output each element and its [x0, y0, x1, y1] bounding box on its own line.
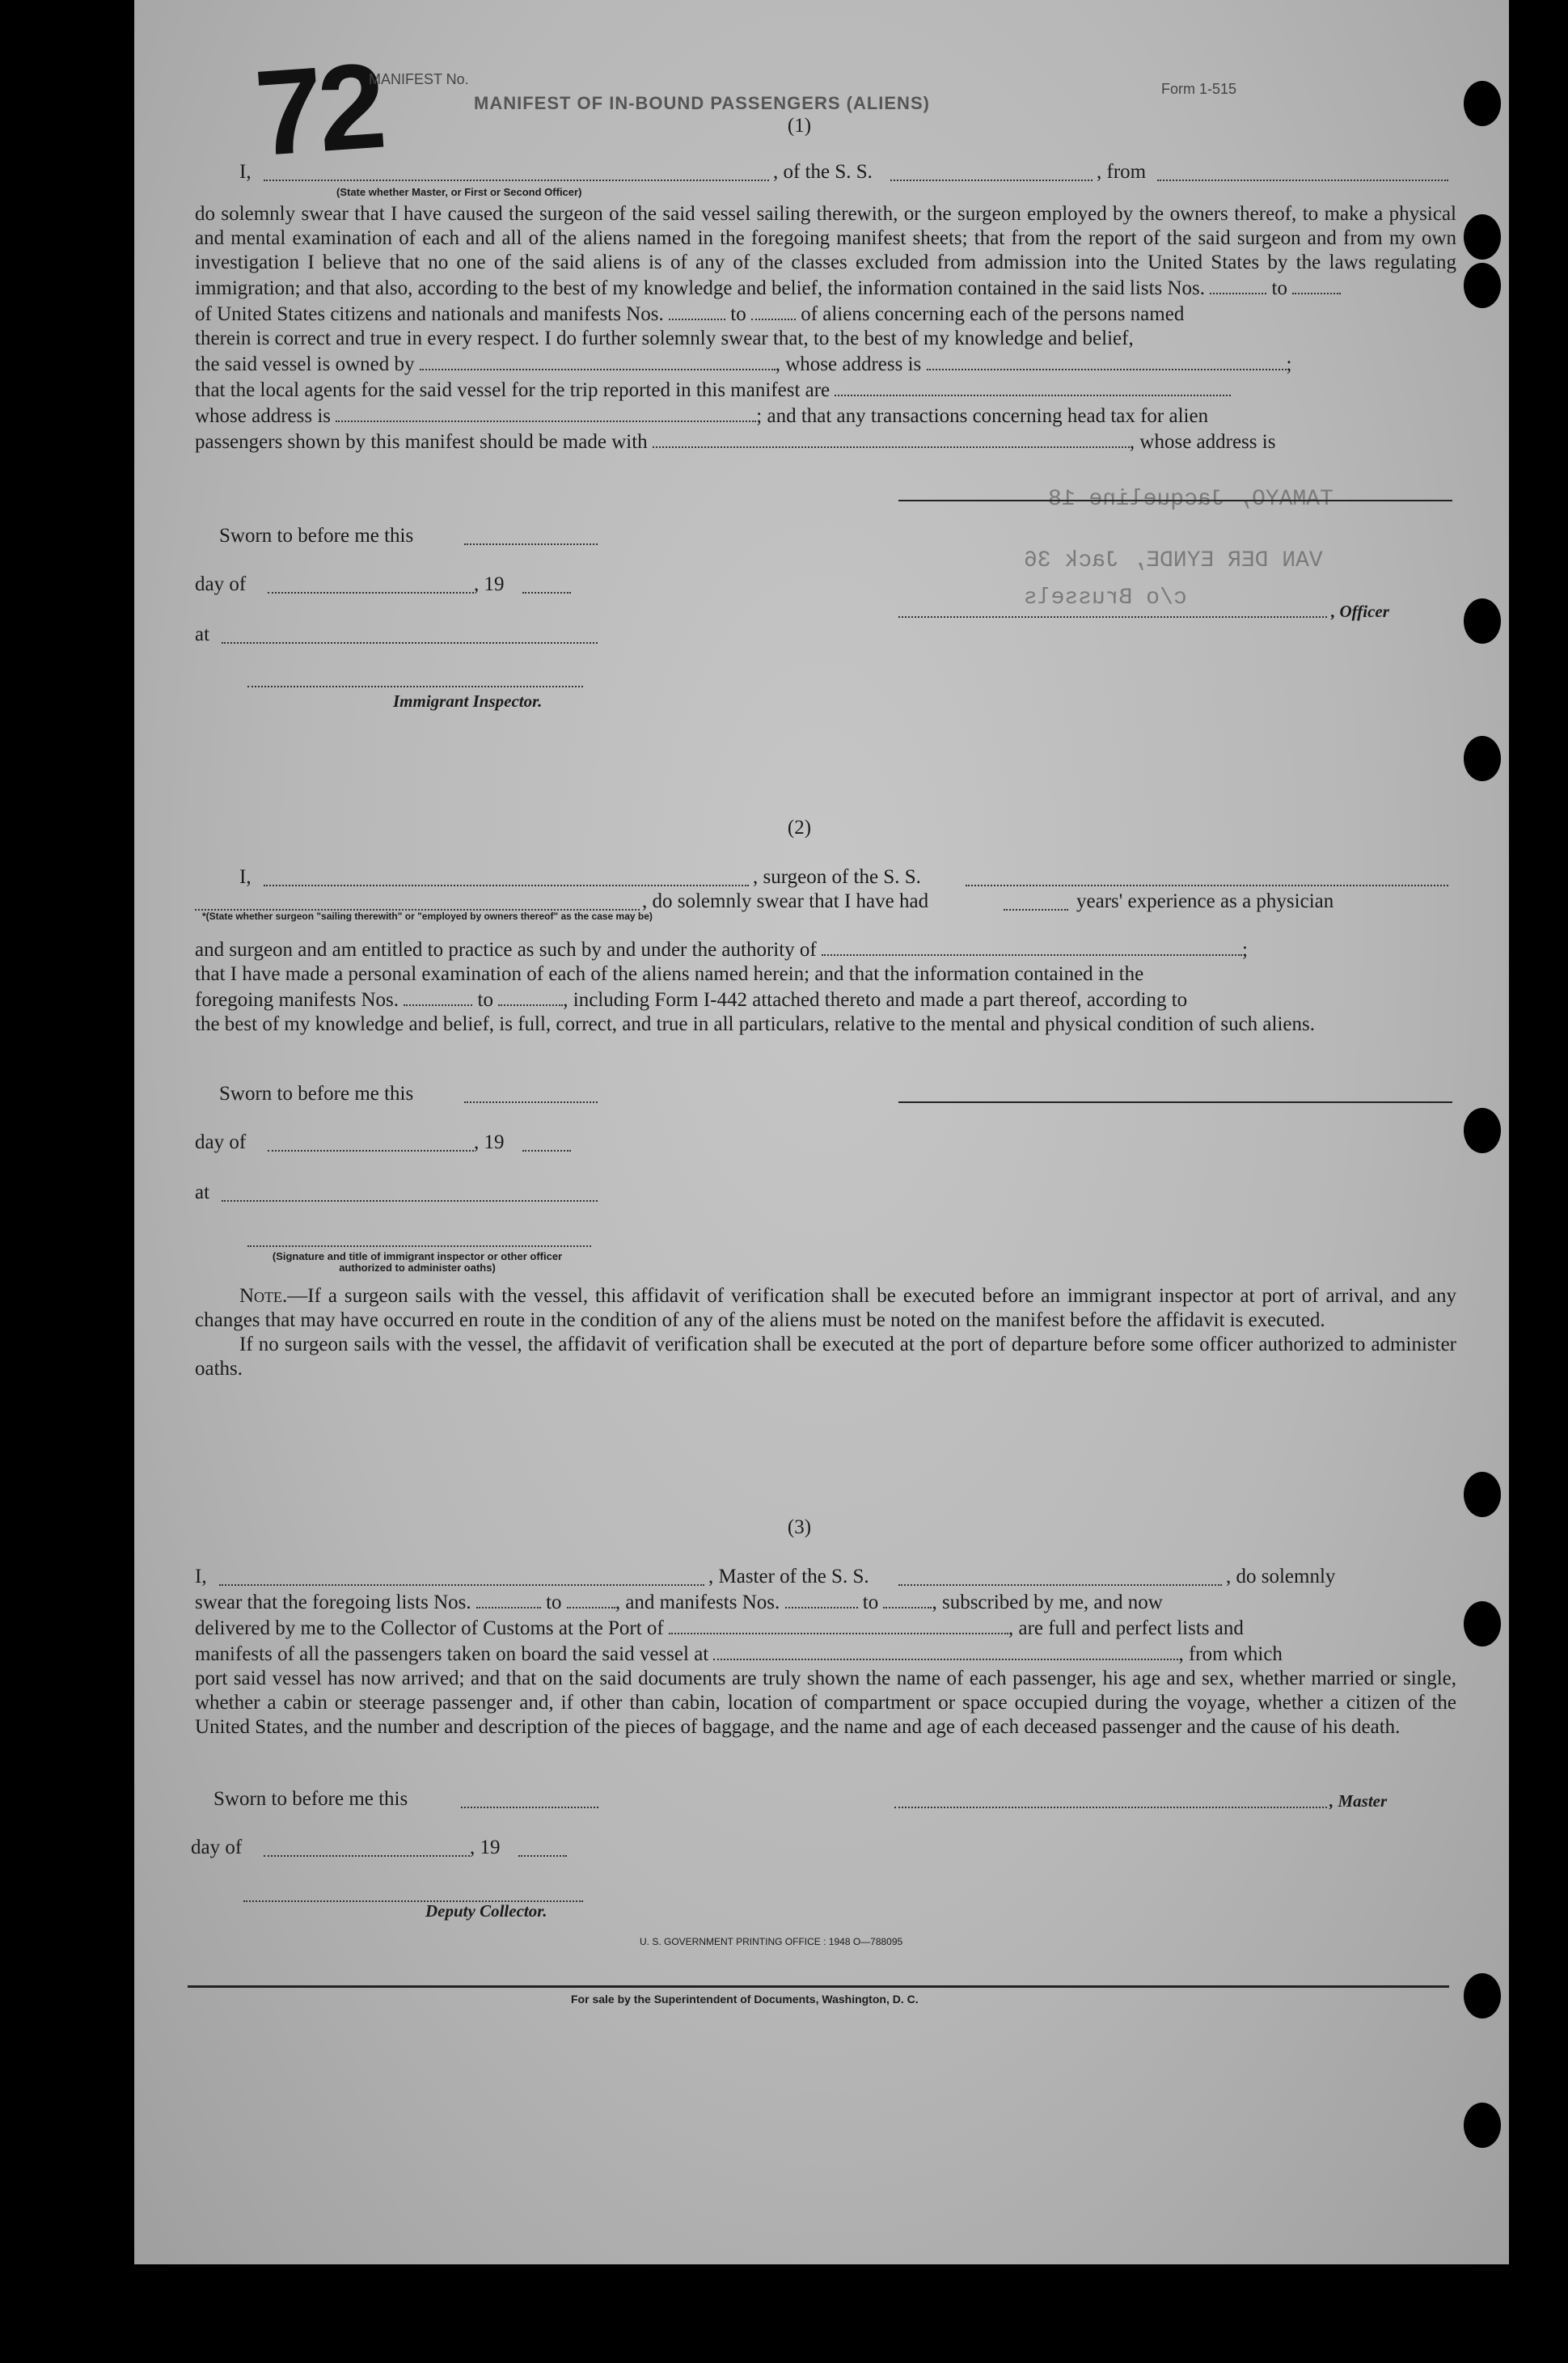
form-number: Form 1-515: [1161, 81, 1237, 97]
day-of-label: day of: [191, 1837, 243, 1858]
at-label: at: [195, 624, 210, 645]
surgeon-name-field[interactable]: [264, 885, 749, 886]
surgeon-of-label: , surgeon of the S. S.: [753, 866, 921, 888]
of-ss-label: , of the S. S.: [773, 161, 873, 183]
master-vessel-field[interactable]: [898, 1584, 1222, 1586]
officer-signature-line-1[interactable]: [898, 500, 1452, 501]
do-solemnly-label: , do solemnly: [1226, 1566, 1336, 1587]
gpo-imprint: U. S. GOVERNMENT PRINTING OFFICE : 1948 O—788095: [640, 1936, 903, 1947]
vessel-name-field[interactable]: [890, 180, 1093, 181]
punch-hole: [1464, 81, 1501, 126]
sworn-label: Sworn to before me this: [213, 1788, 408, 1810]
manifest-title: MANIFEST OF IN-BOUND PASSENGERS (ALIENS): [474, 93, 930, 113]
for-sale-note: For sale by the Superintendent of Documents, Washington, D. C.: [571, 1993, 919, 2006]
inspector-signature-field[interactable]: [247, 1245, 591, 1247]
from-label: , from: [1097, 161, 1147, 183]
year-label: , 19: [474, 573, 505, 595]
sworn-label: Sworn to before me this: [219, 1083, 414, 1105]
section-3-body: swear that the foregoing lists Nos. to , and manifests Nos. to , subscribed by me, and now delivered by me to the Collector of Customs at the Port of , are full and perfect lists and manifests of all the passengers taken on board the said vessel at , from which port said vessel has now arrived; and that on the said documents are truly shown the name of each passenger, his age and sex, whether married or single, whether a cabin or steerage passenger and, if other than cabin, location of compartment or space occupied during the voyage, whether a citizen of the United States, and the number and description of the pieces of baggage, and the name and age of each deceased passenger and the cause of his death.: [195, 1589, 1456, 1739]
from-port-field[interactable]: [1157, 180, 1448, 181]
day-of-label: day of: [195, 573, 247, 595]
master-name-field[interactable]: [219, 1584, 704, 1586]
at-label: at: [195, 1182, 210, 1203]
at-place-field[interactable]: [222, 1200, 598, 1202]
deputy-collector-label: Deputy Collector.: [425, 1901, 547, 1921]
section-2-number: (2): [787, 817, 812, 839]
i-label: I,: [195, 1566, 207, 1587]
master-label: , Master: [1329, 1791, 1388, 1811]
do-swear-label: , do solemnly swear that I have had: [642, 890, 929, 912]
sworn-day-field[interactable]: [464, 543, 598, 545]
officer-name-field[interactable]: [264, 180, 769, 181]
surgeon-caption: *(State whether surgeon "sailing therewith" or "employed by owners thereof" as the case may be): [202, 911, 653, 922]
i-label: I,: [239, 161, 251, 183]
bleedthrough-text: TAMAYO, Jacqueline 18: [1048, 487, 1333, 512]
punch-hole: [1464, 214, 1501, 260]
officer-label: , Officer: [1331, 602, 1389, 621]
master-signature-field[interactable]: [894, 1807, 1327, 1808]
year-label: , 19: [470, 1837, 501, 1858]
section-1-number: (1): [787, 115, 812, 137]
bleedthrough-text: VAN DER EYNDE, Jack 36: [1024, 548, 1323, 573]
month-field[interactable]: [268, 1150, 474, 1152]
year-field[interactable]: [522, 1150, 571, 1152]
inspector-signature-field[interactable]: [247, 686, 583, 687]
punch-hole: [1464, 263, 1501, 308]
punch-hole: [1464, 736, 1501, 781]
punch-hole: [1464, 1601, 1501, 1646]
punch-hole: [1464, 2103, 1501, 2148]
month-field[interactable]: [268, 592, 474, 594]
year-field[interactable]: [522, 592, 571, 594]
punch-hole: [1464, 598, 1501, 644]
sworn-day-field[interactable]: [461, 1807, 598, 1808]
years-field[interactable]: [1004, 909, 1068, 911]
surgeon-signature-line[interactable]: [898, 1101, 1452, 1103]
note-block: Note.—If a surgeon sails with the vessel, this affidavit of verification shall be executed before an immigrant inspector at port of arrival, and any changes that may have occurred en route in the condition of any of the aliens must be noted on the manifest before the affidavit is executed. If no surgeon sails with the vessel, the affidavit of verification shall be executed at the port of departure before some officer authorized to administer oaths.: [195, 1285, 1456, 1380]
surgeon-vessel-field[interactable]: [966, 885, 1448, 886]
punch-hole: [1464, 1108, 1501, 1153]
month-field[interactable]: [264, 1855, 470, 1857]
i-label: I,: [239, 866, 251, 888]
officer-caption: (State whether Master, or First or Second Officer): [336, 186, 582, 198]
year-label: , 19: [474, 1131, 505, 1153]
punch-hole: [1464, 1973, 1501, 2018]
page-number-handwritten: 72: [251, 36, 386, 182]
section-3-number: (3): [787, 1516, 812, 1538]
year-field[interactable]: [518, 1855, 567, 1857]
signature-caption: (Signature and title of immigrant inspector or other officer authorized to administer oaths): [272, 1250, 563, 1274]
punch-hole: [1464, 1472, 1501, 1517]
day-of-label: day of: [195, 1131, 247, 1153]
officer-signature-field[interactable]: [898, 616, 1327, 618]
master-of-label: , Master of the S. S.: [708, 1566, 869, 1587]
bleedthrough-text: c/o Brussels: [1024, 585, 1187, 611]
section-2-body: and surgeon and am entitled to practice as such by and under the authority of ; that I have made a personal examination of each of the aliens named herein; and that the information contained in the foregoing manifests Nos. to , including Form I-442 attached thereto and made a part thereof, according to the best of my knowledge and belief, is full, correct, and true in all particulars, relative to the mental and physical condition of such aliens.: [195, 936, 1456, 1037]
immigrant-inspector-label: Immigrant Inspector.: [393, 691, 543, 711]
section-1-body: do solemnly swear that I have caused the surgeon of the said vessel sailing therewith, or the surgeon employed by the owners thereof, to make a physical and mental examination of each and all of the aliens named in the foregoing manifest sheets; that from the report of the said surgeon and from my own investigation I believe that no one of the said aliens is of any of the classes excluded from admission into the United States by the laws regulating immigration; and that also, according to the best of my knowledge and belief, the information contained in the said lists Nos. to of United States citizens and nationals and manifests Nos. to of aliens concerning each of the persons named therein is correct and true in every respect. I do further solemnly swear that, to the best of my knowledge and belief, the said vessel is owned by , whose address is ; that the local agents for the said vessel for the trip reported in this manifest are whose address is ; and that any transactions concerning head tax for alien passengers shown by this manifest should be made with , whose address is: [195, 203, 1456, 453]
form-sheet: [134, 0, 1509, 2264]
footer-rule: [188, 1985, 1449, 1988]
at-place-field[interactable]: [222, 642, 598, 644]
sworn-day-field[interactable]: [464, 1101, 598, 1103]
sworn-label: Sworn to before me this: [219, 525, 414, 547]
manifest-no-label: MANIFEST No.: [369, 71, 469, 87]
years-exp-label: years' experience as a physician: [1076, 890, 1334, 912]
